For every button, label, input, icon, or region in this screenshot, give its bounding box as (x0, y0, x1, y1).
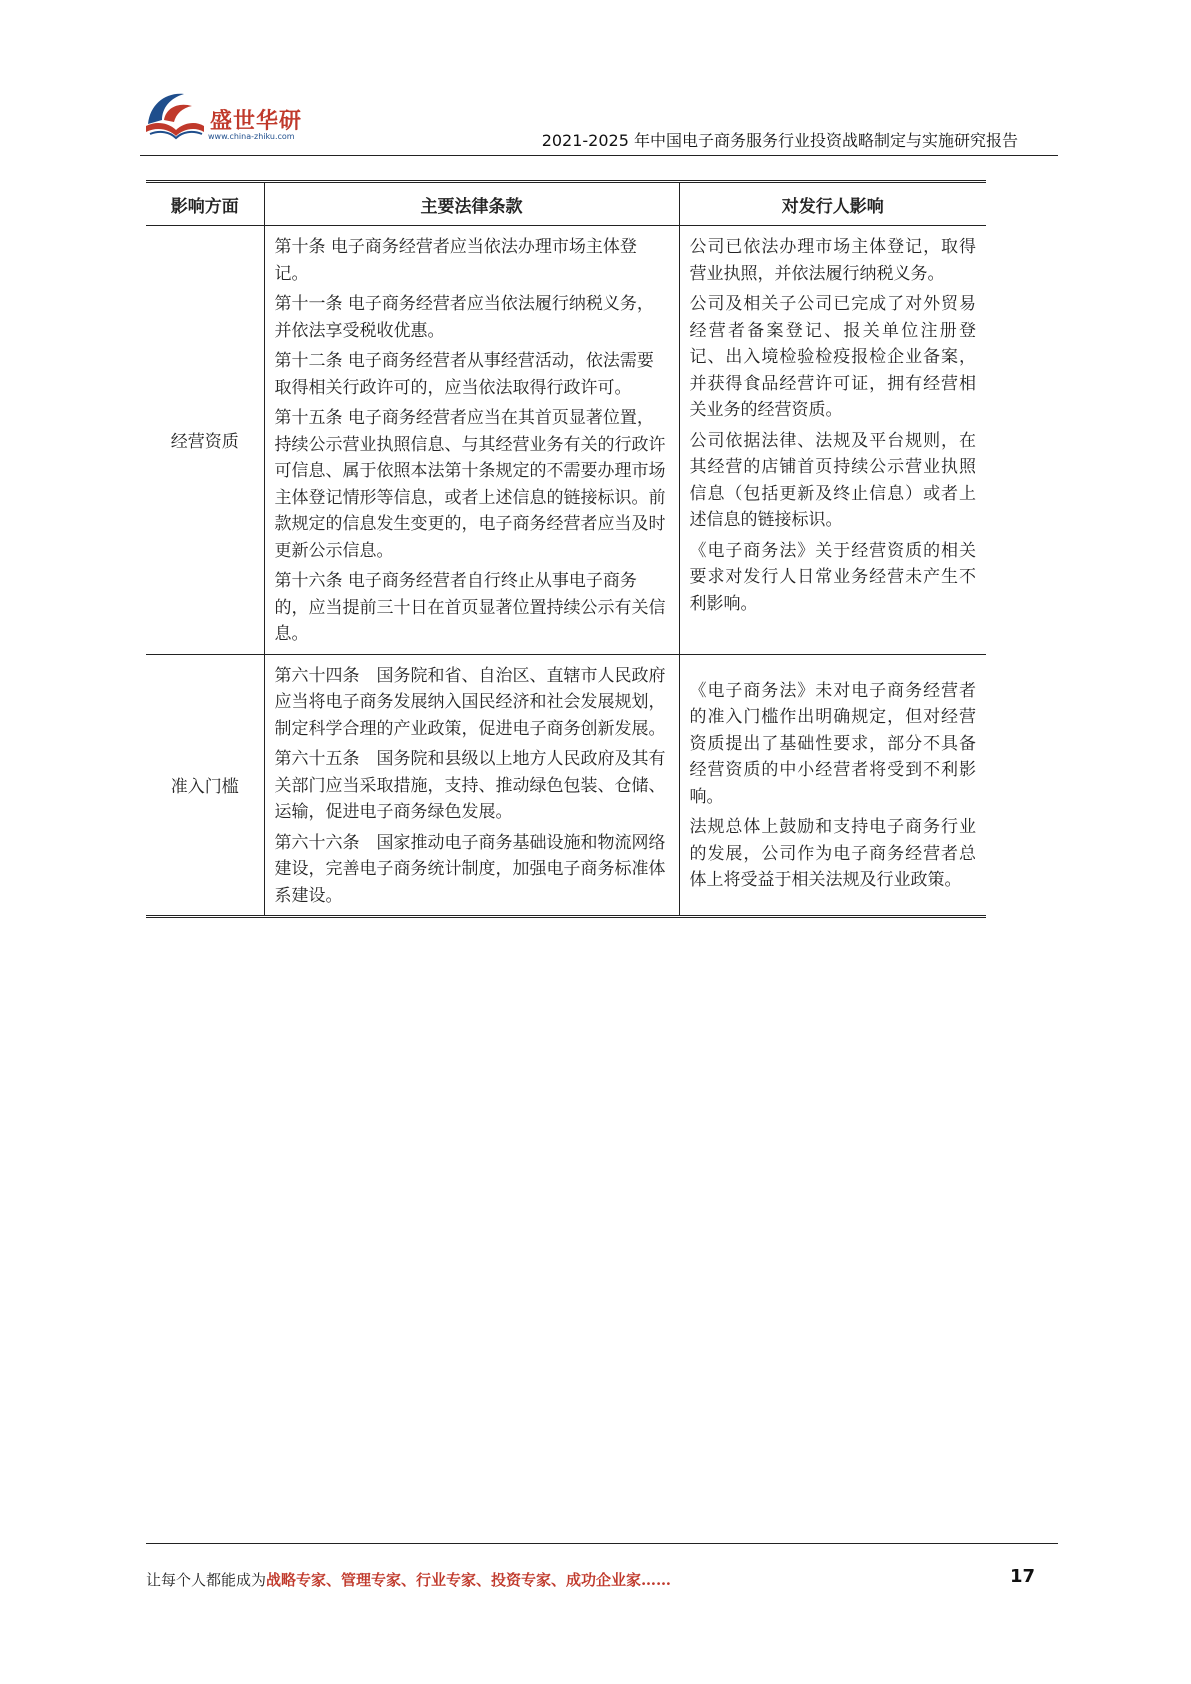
footer-divider (146, 1543, 1058, 1544)
column-header-aspect: 影响方面 (146, 182, 264, 226)
report-title: 2021-2025 年中国电子商务服务行业投资战略制定与实施研究报告 (541, 131, 1018, 150)
clause-text: 第十五条 电子商务经营者应当在其首页显著位置，持续公示营业执照信息、与其经营业务有关的行政许可信息、属于依照本法第十条规定的不需要办理市场主体登记情形等信息，或者上述信息的链接标识。前款规定的信息发生变更的，电子商务经营者应当及时更新公示信息。 (274, 408, 666, 561)
clause-text: 第十二条 电子商务经营者从事经营活动，依法需要取得相关行政许可的，应当依法取得行政许可。 (274, 351, 654, 398)
clause-text: 第六十四条 国务院和省、自治区、直辖市人民政府应当将电子商务发展纳入国民经济和社会发展规划，制定科学合理的产业政策，促进电子商务创新发展。 (274, 665, 666, 739)
slogan-prefix: 让每个人都能成为 (146, 1571, 267, 1589)
footer-slogan (146, 1569, 671, 1590)
column-header-impact: 对发行人影响 (679, 182, 986, 226)
impact-text: 法规总体上鼓励和支持电子商务行业的发展，公司作为电子商务经营者总体上将受益于相关法规及行业政策。 (689, 817, 976, 891)
logo-name: 盛世华研 (210, 109, 303, 134)
logo-mark-icon (140, 80, 210, 150)
table-row (146, 654, 986, 917)
aspect-cell: 经营资质 (146, 226, 264, 655)
impact-text: 公司依据法律、法规及平台规则，在其经营的店铺首页持续公示营业执照信息（包括更新及终止信息）或者上述信息的链接标识。 (689, 430, 976, 530)
clause-text: 第十一条 电子商务经营者应当依法履行纳税义务，并依法享受税收优惠。 (274, 294, 654, 341)
logo-url: www.china-zhiku.com (208, 132, 295, 141)
regulation-impact-table (146, 180, 986, 918)
impact-text: 公司及相关子公司已完成了对外贸易经营者备案登记、报关单位注册登记、出入境检验检疫报检企业备案，并获得食品经营许可证，拥有经营相关业务的经营资质。 (689, 294, 976, 420)
header-divider (140, 155, 1058, 156)
clause-text: 第六十五条 国务院和县级以上地方人民政府及其有关部门应当采取措施，支持、推动绿色包装、仓储、运输，促进电子商务绿色发展。 (274, 749, 666, 822)
page-number: 17 (1009, 1566, 1035, 1587)
table-row (146, 226, 986, 655)
table-header-row (146, 182, 986, 226)
clause-text: 第十六条 电子商务经营者自行终止从事电子商务的，应当提前三十日在首页显著位置持续公示有关信息。 (274, 571, 666, 644)
clauses-cell (264, 226, 679, 655)
impact-text: 《电子商务法》关于经营资质的相关要求对发行人日常业务经营未产生不利影响。 (689, 540, 976, 614)
clause-text: 第六十六条 国家推动电子商务基础设施和物流网络建设，完善电子商务统计制度，加强电子商务标准体系建设。 (274, 832, 666, 906)
page-header (140, 80, 1058, 158)
company-logo (140, 80, 310, 150)
impact-text: 《电子商务法》未对电子商务经营者的准入门槛作出明确规定，但对经营资质提出了基础性要求，部分不具备经营资质的中小经营者将受到不利影响。 (689, 680, 976, 807)
slogan-highlight: 战略专家、管理专家、行业专家、投资专家、成功企业家…… (266, 1571, 672, 1589)
impact-text: 公司已依法办理市场主体登记，取得营业执照，并依法履行纳税义务。 (689, 237, 976, 284)
impact-cell (679, 654, 986, 917)
column-header-clauses: 主要法律条款 (264, 182, 679, 226)
aspect-cell: 准入门槛 (146, 654, 264, 917)
clause-text: 第十条 电子商务经营者应当依法办理市场主体登记。 (274, 237, 637, 284)
clauses-cell (264, 654, 679, 917)
impact-cell (679, 226, 986, 655)
